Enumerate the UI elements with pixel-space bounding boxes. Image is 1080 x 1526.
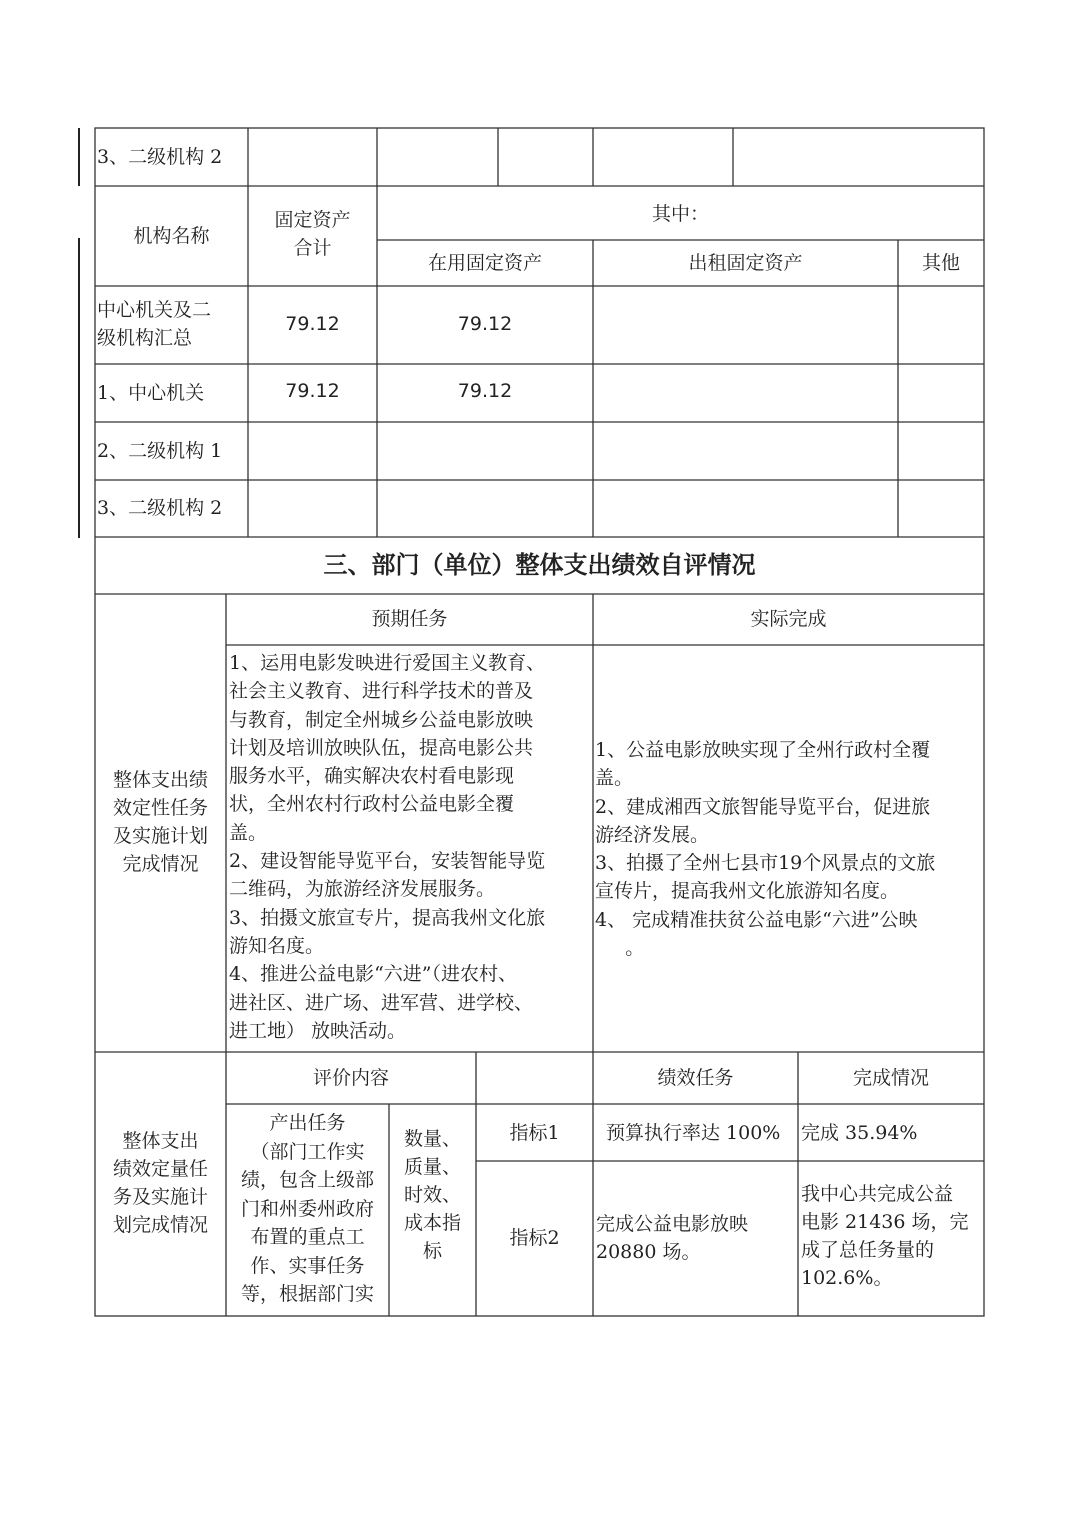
col-header-content: 评价内容 — [312, 1067, 389, 1089]
dimension-text: 数量、 质量、 时效、 成本指 标 — [403, 1128, 461, 1262]
col-header-in-use: 在用固定资产 — [427, 252, 542, 274]
col-header-total: 固定资产 合计 — [274, 209, 351, 259]
quant-label: 整体支出 绩效定量任 务及实施计 划完成情况 — [112, 1130, 208, 1236]
asset-row-name: 1、中心机关 — [97, 382, 205, 404]
asset-row-name: 中心机关及二 级机构汇总 — [97, 299, 212, 349]
col-header-actual: 实际完成 — [750, 608, 827, 630]
indicator-task: 完成公益电影放映 20880 场。 — [596, 1213, 749, 1263]
col-header-status: 完成情况 — [852, 1067, 929, 1089]
col-header-expected: 预期任务 — [371, 608, 448, 630]
expected-tasks-text: 1、运用电影发映进行爱国主义教育、 社会主义教育、进行科学技术的普及 与教育，制定全州城乡公益电影放映 计划及培训放映队伍，提高电影公共 服务水平，确实解决农村看电影现 状，全州农村行政村公益电影全覆 盖。 2、建设智能导览平台，安装智能导览 二维码，为旅游经济发展服务。 3、拍摄文旅宣专片，提高我州文化旅 游知名度。 4、推进公益电影“六进”（进农村、 进社区、进广场、进军营、进学校、 进工地） 放映活动。 — [229, 652, 546, 1042]
asset-row-in-use: 79.12 — [457, 380, 513, 402]
asset-row-in-use: 79.12 — [457, 313, 513, 335]
col-header-rented: 出租固定资产 — [688, 252, 803, 274]
col-header-task: 绩效任务 — [657, 1067, 734, 1089]
asset-row-total: 79.12 — [285, 313, 340, 335]
indicator-name: 指标2 — [509, 1227, 560, 1249]
indicator-status: 完成 35.94% — [801, 1122, 918, 1144]
asset-row-name: 2、二级机构 1 — [97, 440, 223, 462]
asset-row-total: 79.12 — [285, 380, 340, 402]
qual-label: 整体支出绩 效定性任务 及实施计划 完成情况 — [112, 769, 208, 875]
col-header-other: 其他 — [921, 252, 960, 274]
section-title: 三、部门（单位）整体支出绩效自评情况 — [323, 551, 756, 579]
actual-results-text: 1、公益电影放映实现了全州行政村全覆 盖。 2、建成湘西文旅智能导览平台，促进旅 游经济发展。 3、拍摄了全州七县市19个风景点的文旅 宣传片，提高我州文化旅游知名度。 4、 完成精准扶贫公益电影“六进”公映 。 — [595, 739, 936, 960]
indicator-status: 我中心共完成公益 电影 21436 场，完 成了总任务量的 102.6%。 — [801, 1183, 969, 1289]
indicator-task: 预算执行率达 100% — [606, 1122, 781, 1144]
asset-row-name: 3、二级机构 2 — [97, 497, 223, 519]
indicator-name: 指标1 — [509, 1122, 560, 1144]
output-task-text: 产出任务 （部门工作实 绩，包含上级部 门和州委州政府 布置的重点工 作、实事任务 等，根据部门实 — [240, 1112, 374, 1305]
col-header-name: 机构名称 — [133, 225, 210, 247]
col-header-group: 其中： — [651, 203, 709, 225]
top-row-label: 3、二级机构 2 — [97, 146, 223, 168]
